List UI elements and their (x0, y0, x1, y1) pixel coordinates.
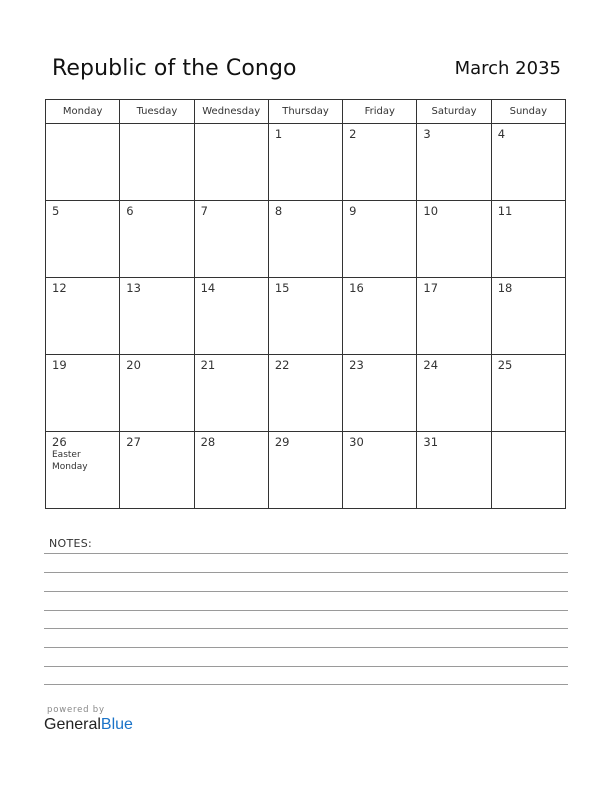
calendar-day-cell (343, 355, 417, 432)
day-number: 4 (497, 127, 506, 141)
note-line (44, 572, 568, 573)
calendar-week-row (46, 278, 566, 355)
calendar-day-cell (120, 355, 194, 432)
calendar-day-cell (417, 124, 491, 201)
day-number: 15 (274, 281, 290, 295)
day-number: 20 (126, 358, 141, 372)
calendar-day-cell (120, 278, 194, 355)
day-number: 12 (52, 281, 67, 295)
day-number: 23 (349, 358, 364, 372)
day-number: 30 (349, 435, 364, 449)
day-number: 28 (200, 435, 216, 449)
day-number: 27 (126, 435, 141, 449)
day-number: 10 (423, 204, 439, 218)
day-number: 14 (200, 281, 216, 295)
calendar-body (46, 124, 566, 509)
weekday-sunday: Sunday (491, 100, 565, 124)
calendar-day-cell (417, 355, 491, 432)
day-number: 22 (274, 358, 290, 372)
note-line (44, 628, 568, 629)
day-number: 18 (497, 281, 513, 295)
calendar-day-cell (343, 432, 417, 509)
calendar-week-row (46, 124, 566, 201)
holiday-label: Easter Monday (52, 450, 88, 472)
calendar-day-cell (268, 201, 342, 278)
note-line (44, 553, 568, 554)
day-number: 11 (497, 204, 513, 218)
weekday-header-row (46, 100, 566, 124)
calendar-day-cell (46, 201, 120, 278)
day-number: 5 (52, 204, 60, 218)
calendar-day-cell (268, 432, 342, 509)
calendar-day-cell (194, 432, 268, 509)
calendar-day-cell (268, 124, 342, 201)
calendar-day-cell (46, 355, 120, 432)
calendar-day-cell (343, 201, 417, 278)
day-number: 2 (349, 127, 357, 141)
day-number: 29 (274, 435, 290, 449)
logo-blue-text: Blue (100, 716, 133, 733)
note-line (44, 666, 568, 667)
calendar-week-row (46, 201, 566, 278)
calendar-day-cell (194, 355, 268, 432)
calendar-day-cell (46, 278, 120, 355)
calendar-day-cell (268, 278, 342, 355)
day-number: 25 (497, 358, 513, 372)
calendar-day-cell (417, 432, 491, 509)
calendar-day-cell (343, 124, 417, 201)
day-number: 13 (126, 281, 141, 295)
calendar-day-cell (491, 355, 565, 432)
day-number: 19 (52, 358, 67, 372)
day-number: 31 (423, 435, 439, 449)
weekday-monday: Monday (46, 100, 120, 124)
day-number: 8 (274, 204, 283, 218)
weekday-saturday: Saturday (417, 100, 491, 124)
day-number: 9 (349, 204, 357, 218)
calendar-day-cell (491, 432, 565, 509)
weekday-friday: Friday (343, 100, 417, 124)
calendar-day-cell (417, 278, 491, 355)
note-line (44, 684, 568, 685)
calendar-day-cell (491, 201, 565, 278)
note-line (44, 647, 568, 648)
day-number: 6 (126, 204, 134, 218)
calendar-week-row (46, 355, 566, 432)
calendar-day-cell (417, 201, 491, 278)
calendar-day-cell (343, 278, 417, 355)
calendar-day-cell (268, 355, 342, 432)
day-number: 24 (423, 358, 439, 372)
day-number: 1 (274, 127, 283, 141)
calendar-day-cell (46, 124, 120, 201)
weekday-wednesday: Wednesday (194, 100, 268, 124)
calendar-day-cell (491, 124, 565, 201)
calendar-country-title: Republic of the Congo (52, 56, 297, 81)
day-number: 16 (349, 281, 364, 295)
calendar-month-title: March 2035 (454, 58, 561, 79)
day-number: 17 (423, 281, 439, 295)
day-number: 21 (200, 358, 216, 372)
calendar-grid (45, 99, 566, 509)
calendar-day-cell (491, 278, 565, 355)
calendar-week-row (46, 432, 566, 509)
day-number: 26 (52, 435, 67, 449)
note-line (44, 610, 568, 611)
day-number: 3 (423, 127, 431, 141)
weekday-thursday: Thursday (268, 100, 342, 124)
note-line (44, 591, 568, 592)
calendar-day-cell (194, 201, 268, 278)
weekday-tuesday: Tuesday (120, 100, 194, 124)
calendar-day-cell (194, 278, 268, 355)
calendar-day-cell (194, 124, 268, 201)
generalblue-logo (44, 716, 133, 734)
powered-by-text: powered by (47, 705, 105, 715)
calendar-day-cell (120, 201, 194, 278)
calendar-day-cell (120, 124, 194, 201)
logo-general-text: General (44, 716, 101, 733)
day-number: 7 (200, 204, 208, 218)
calendar-day-cell (120, 432, 194, 509)
calendar-day-cell (46, 432, 120, 509)
notes-label: NOTES: (49, 537, 93, 550)
